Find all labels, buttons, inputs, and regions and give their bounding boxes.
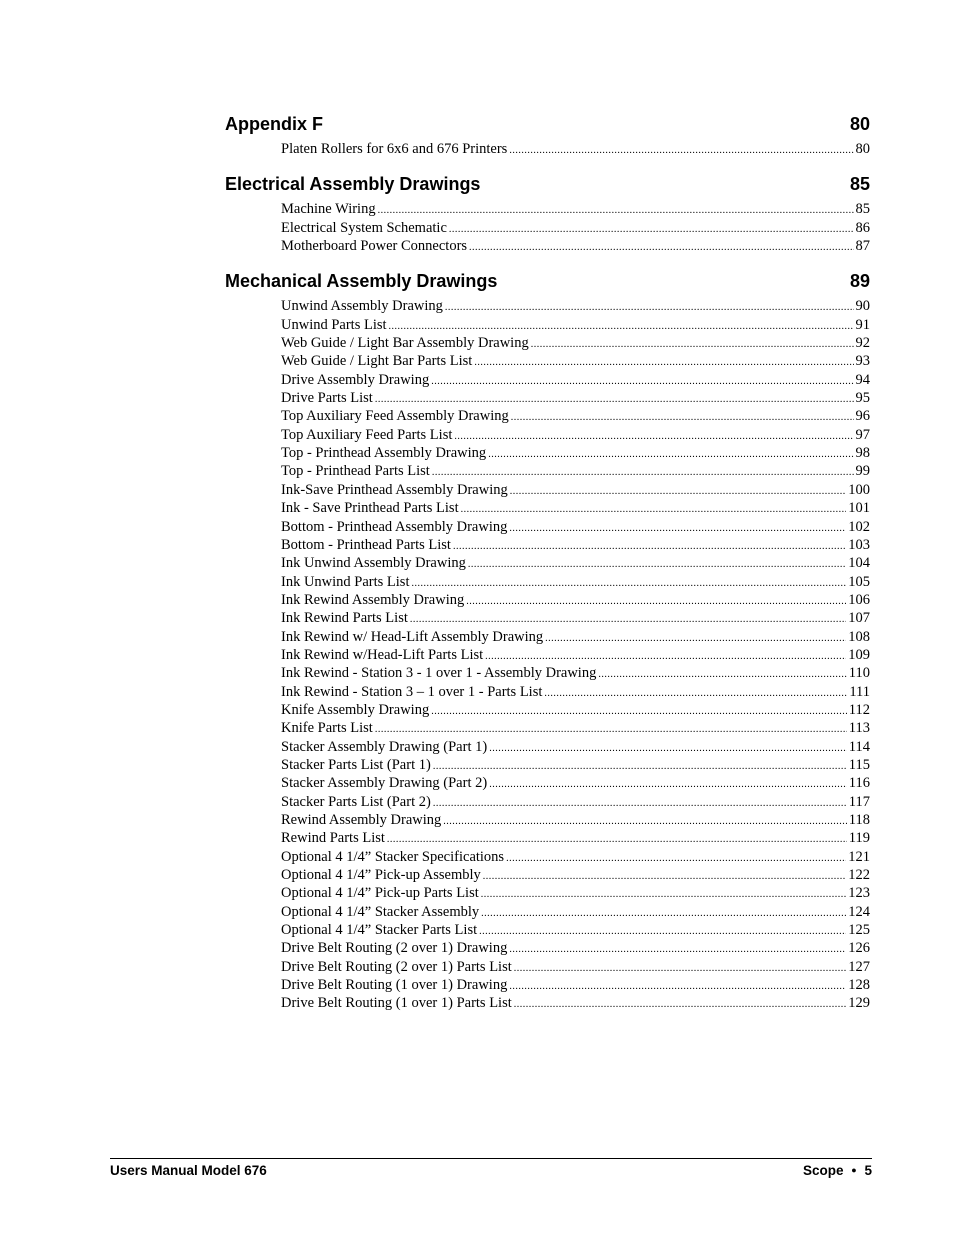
toc-entry-title: Ink Unwind Assembly Drawing <box>281 555 466 572</box>
dot-leader <box>509 978 846 996</box>
toc-entry-title: Drive Belt Routing (2 over 1) Parts List <box>281 958 512 975</box>
dot-leader <box>489 740 847 758</box>
toc-entry[interactable] <box>281 866 870 884</box>
dot-leader <box>445 299 854 317</box>
dot-leader <box>449 221 854 239</box>
toc-entry-page-number: 129 <box>848 995 870 1012</box>
toc-entry-page-number: 91 <box>855 316 870 333</box>
toc-entry-page-number: 97 <box>855 426 870 443</box>
toc-entry-page-number: 119 <box>848 830 870 847</box>
dot-leader <box>479 923 846 941</box>
toc-entry-title: Optional 4 1/4” Stacker Specifications <box>281 848 505 865</box>
dot-leader <box>454 428 853 446</box>
dot-leader <box>469 239 853 257</box>
toc-entry-page-number: 125 <box>848 922 870 939</box>
toc-entry-title: Stacker Parts List (Part 2) <box>281 793 431 810</box>
toc-entry-page-number: 95 <box>855 390 870 407</box>
toc-entry-page-number: 112 <box>848 701 870 718</box>
toc-entry-page-number: 121 <box>848 848 870 865</box>
toc-entry-title: Bottom - Printhead Assembly Drawing <box>281 518 508 535</box>
toc-entry[interactable] <box>281 903 870 921</box>
toc-entry-title: Knife Parts List <box>281 720 373 737</box>
toc-entry-page-number: 115 <box>848 756 870 773</box>
toc-entry-page-number: 92 <box>855 335 870 352</box>
toc-entry-page-number: 107 <box>848 610 870 627</box>
toc-entry[interactable] <box>281 591 870 609</box>
dot-leader <box>466 593 846 611</box>
toc-entry-title: Top - Printhead Parts List <box>281 463 430 480</box>
dot-leader <box>431 373 853 391</box>
toc-entry-page-number: 127 <box>848 958 870 975</box>
toc-entry-page-number: 117 <box>848 793 870 810</box>
toc-entry-title: Ink Rewind Parts List <box>281 610 408 627</box>
toc-entry-title: Knife Assembly Drawing <box>281 701 430 718</box>
section-page-number: 85 <box>849 174 870 195</box>
toc-entry[interactable] <box>281 352 870 370</box>
section-title: Mechanical Assembly Drawings <box>225 271 498 292</box>
dot-leader <box>509 941 846 959</box>
toc-entry-page-number: 96 <box>855 408 870 425</box>
toc-entry-title: Stacker Assembly Drawing (Part 1) <box>281 738 488 755</box>
toc-entry-title: Ink-Save Printhead Assembly Drawing <box>281 481 508 498</box>
toc-entry-list <box>281 297 870 1012</box>
footer-chapter: Scope <box>803 1163 844 1178</box>
toc-entry-title: Ink Rewind Assembly Drawing <box>281 591 465 608</box>
toc-entry-page-number: 111 <box>849 683 870 700</box>
footer-page-number: 5 <box>864 1163 872 1178</box>
toc-entry-title: Motherboard Power Connectors <box>281 238 468 255</box>
toc-entry-page-number: 105 <box>848 573 870 590</box>
section-heading[interactable] <box>225 267 870 295</box>
dot-leader <box>483 868 846 886</box>
toc-entry[interactable] <box>281 683 870 701</box>
toc-entry-page-number: 103 <box>848 536 870 553</box>
toc-entry-title: Ink Rewind w/ Head-Lift Assembly Drawing <box>281 628 544 645</box>
toc-entry[interactable] <box>281 237 870 255</box>
toc-entry[interactable] <box>281 389 870 407</box>
toc-entry-title: Optional 4 1/4” Pick-up Parts List <box>281 885 479 902</box>
toc-entry-title: Unwind Assembly Drawing <box>281 298 443 315</box>
dot-leader <box>506 850 846 868</box>
toc-entry[interactable] <box>281 444 870 462</box>
toc-entry[interactable] <box>281 481 870 499</box>
toc-entry-list <box>281 140 870 158</box>
toc-entry[interactable] <box>281 462 870 480</box>
toc-entry[interactable] <box>281 426 870 444</box>
toc-entry-page-number: 122 <box>848 867 870 884</box>
toc-section <box>225 170 870 255</box>
dot-leader <box>489 776 847 794</box>
toc-entry-title: Ink Rewind - Station 3 – 1 over 1 - Parts List <box>281 683 543 700</box>
toc-entry-title: Top Auxiliary Feed Parts List <box>281 426 453 443</box>
toc-entry-title: Rewind Parts List <box>281 830 385 847</box>
section-heading[interactable] <box>225 170 870 198</box>
toc-entry-page-number: 98 <box>855 445 870 462</box>
toc-entry[interactable] <box>281 756 870 774</box>
toc-entry-title: Drive Parts List <box>281 390 373 407</box>
toc-entry-title: Rewind Assembly Drawing <box>281 812 442 828</box>
toc-entry-page-number: 114 <box>848 738 870 755</box>
toc-entry-page-number: 94 <box>855 371 870 388</box>
dot-leader <box>431 703 847 721</box>
toc-entry-page-number: 110 <box>848 665 870 682</box>
toc-entry[interactable] <box>281 407 870 425</box>
toc-entry-title: Optional 4 1/4” Stacker Parts List <box>281 922 478 939</box>
page-footer <box>110 1158 872 1178</box>
toc-entry[interactable] <box>281 609 870 627</box>
toc-entry-title: Optional 4 1/4” Stacker Assembly <box>281 903 480 920</box>
dot-leader <box>433 795 847 813</box>
toc-entry-page-number: 118 <box>848 812 870 828</box>
toc-entry-title: Unwind Parts List <box>281 316 387 333</box>
toc-entry[interactable] <box>281 140 870 158</box>
toc-entry-page-number: 85 <box>855 201 870 218</box>
section-page-number: 89 <box>849 271 870 292</box>
toc-section <box>225 110 870 158</box>
toc-entry[interactable] <box>281 958 870 976</box>
toc-entry[interactable] <box>281 499 870 517</box>
toc-entry[interactable] <box>281 939 870 957</box>
toc-entry[interactable] <box>281 518 870 536</box>
dot-leader <box>453 538 846 556</box>
toc-entry-title: Ink - Save Printhead Parts List <box>281 500 459 517</box>
toc-entry-title: Machine Wiring <box>281 201 376 218</box>
dot-leader <box>531 336 854 354</box>
toc-entry[interactable] <box>281 811 870 829</box>
toc-entry[interactable] <box>281 921 870 939</box>
toc-entry[interactable] <box>281 829 870 847</box>
toc-entry-page-number: 123 <box>848 885 870 902</box>
dot-leader <box>411 575 846 593</box>
toc-entry-title: Stacker Parts List (Part 1) <box>281 756 431 773</box>
toc-section <box>225 267 870 1012</box>
toc-entry-page-number: 101 <box>848 500 870 517</box>
dot-leader <box>545 630 846 648</box>
toc-entry[interactable] <box>281 316 870 334</box>
dot-leader <box>474 354 853 372</box>
toc-entry-page-number: 109 <box>848 646 870 663</box>
toc-entry-title: Top - Printhead Assembly Drawing <box>281 445 487 462</box>
toc-entry-page-number: 102 <box>848 518 870 535</box>
toc-entry-page-number: 124 <box>848 903 870 920</box>
toc-entry-title: Optional 4 1/4” Pick-up Assembly <box>281 867 481 884</box>
toc-entry[interactable] <box>281 200 870 218</box>
toc-entry-page-number: 100 <box>848 481 870 498</box>
toc-entry-title: Web Guide / Light Bar Parts List <box>281 353 473 370</box>
toc-entry-title: Electrical System Schematic <box>281 219 447 236</box>
toc-entry[interactable] <box>281 554 870 572</box>
toc-entry-title: Drive Assembly Drawing <box>281 371 430 388</box>
toc-entry[interactable] <box>281 371 870 389</box>
table-of-contents <box>225 110 870 1025</box>
toc-entry[interactable] <box>281 664 870 682</box>
dot-leader <box>509 142 853 160</box>
section-page-number: 80 <box>849 114 870 134</box>
toc-entry[interactable] <box>281 297 870 315</box>
dot-leader <box>488 446 853 464</box>
toc-entry[interactable] <box>281 646 870 664</box>
toc-entry-page-number: 87 <box>855 238 870 255</box>
toc-entry[interactable] <box>281 884 870 902</box>
toc-entry-title: Drive Belt Routing (1 over 1) Parts List <box>281 995 512 1012</box>
toc-entry-page-number: 104 <box>848 555 870 572</box>
toc-entry-page-number: 108 <box>848 628 870 645</box>
toc-entry-page-number: 80 <box>855 141 870 157</box>
dot-leader <box>598 666 846 684</box>
toc-entry[interactable] <box>281 334 870 352</box>
dot-leader <box>481 905 846 923</box>
dot-leader <box>514 996 846 1014</box>
toc-entry[interactable] <box>281 774 870 792</box>
toc-entry-title: Top Auxiliary Feed Assembly Drawing <box>281 408 509 425</box>
toc-entry-page-number: 113 <box>848 720 870 737</box>
dot-leader <box>514 960 846 978</box>
toc-entry[interactable] <box>281 628 870 646</box>
toc-entry[interactable] <box>281 976 870 994</box>
footer-manual-title: Users Manual Model 676 <box>110 1163 267 1178</box>
toc-entry-title: Ink Rewind w/Head-Lift Parts List <box>281 646 484 663</box>
toc-entry-title: Ink Unwind Parts List <box>281 573 410 590</box>
toc-entry[interactable] <box>281 701 870 719</box>
toc-entry[interactable] <box>281 536 870 554</box>
toc-entry-title: Drive Belt Routing (1 over 1) Drawing <box>281 977 508 994</box>
dot-leader <box>378 202 854 220</box>
toc-entry-page-number: 116 <box>848 775 870 792</box>
dot-leader <box>461 501 847 519</box>
dot-leader <box>544 685 847 703</box>
dot-leader <box>510 483 847 501</box>
toc-entry-page-number: 86 <box>855 219 870 236</box>
toc-entry[interactable] <box>281 573 870 591</box>
section-title: Appendix F <box>225 114 323 134</box>
footer-page-info <box>799 1163 872 1178</box>
dot-leader <box>509 520 846 538</box>
toc-entry-page-number: 106 <box>848 591 870 608</box>
dot-leader <box>443 813 846 831</box>
toc-entry-page-number: 93 <box>855 353 870 370</box>
dot-leader <box>481 886 847 904</box>
toc-entry-title: Platen Rollers for 6x6 and 676 Printers <box>281 141 508 157</box>
toc-entry-page-number: 99 <box>855 463 870 480</box>
toc-entry-title: Ink Rewind - Station 3 - 1 over 1 - Assembly Drawing <box>281 665 597 682</box>
toc-entry-title: Web Guide / Light Bar Assembly Drawing <box>281 335 529 352</box>
toc-entry-title: Drive Belt Routing (2 over 1) Drawing <box>281 940 508 957</box>
section-heading[interactable] <box>225 110 870 138</box>
toc-entry[interactable] <box>281 738 870 756</box>
dot-leader <box>433 758 847 776</box>
bullet-icon: ● <box>851 1165 857 1175</box>
toc-entry[interactable] <box>281 219 870 237</box>
toc-entry[interactable] <box>281 793 870 811</box>
section-title: Electrical Assembly Drawings <box>225 174 481 195</box>
toc-entry[interactable] <box>281 994 870 1012</box>
dot-leader <box>468 556 846 574</box>
toc-entry-page-number: 126 <box>848 940 870 957</box>
toc-entry-page-number: 90 <box>855 298 870 315</box>
dot-leader <box>511 409 854 427</box>
toc-entry-title: Bottom - Printhead Parts List <box>281 536 451 553</box>
toc-entry-title: Stacker Assembly Drawing (Part 2) <box>281 775 488 792</box>
toc-entry-page-number: 128 <box>848 977 870 994</box>
toc-entry-list <box>281 200 870 255</box>
toc-entry[interactable] <box>281 848 870 866</box>
toc-entry[interactable] <box>281 719 870 737</box>
